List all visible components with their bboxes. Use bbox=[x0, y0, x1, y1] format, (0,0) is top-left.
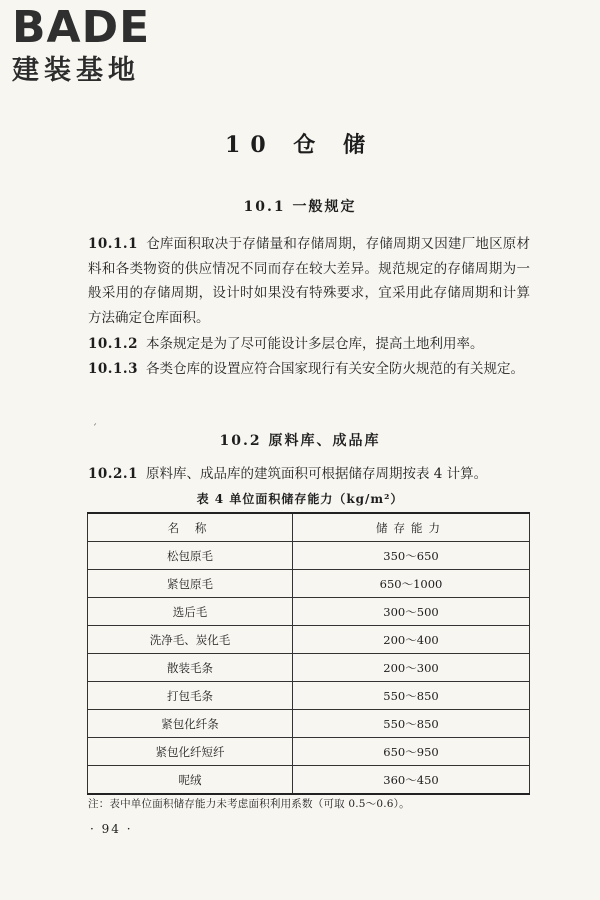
table-caption: 表 4 单位面积储存能力（kg/m²） bbox=[196, 492, 404, 506]
storage-capacity-table bbox=[87, 512, 530, 795]
publisher-logo bbox=[12, 2, 151, 88]
clause-text: 各类仓库的设置应符合国家现行有关安全防火规范的有关规定。 bbox=[145, 361, 524, 377]
page-number: · 94 · bbox=[90, 822, 133, 836]
margin-mark: ˊ bbox=[92, 424, 97, 435]
table-row bbox=[88, 682, 530, 710]
capacity-value: 650～1000 bbox=[293, 570, 530, 598]
table-row bbox=[88, 598, 530, 626]
capacity-value: 360～450 bbox=[293, 766, 530, 795]
clause-number: 10.1.1 bbox=[88, 236, 138, 252]
logo-wordmark: BADE bbox=[12, 2, 151, 53]
material-name: 散装毛条 bbox=[88, 654, 293, 682]
clause-text: 本条规定是为了尽可能设计多层仓库，提高土地利用率。 bbox=[145, 336, 484, 352]
table-row bbox=[88, 738, 530, 766]
table-row bbox=[88, 710, 530, 738]
clause-10-2-1 bbox=[88, 462, 530, 487]
table-row bbox=[88, 542, 530, 570]
capacity-value: 200～300 bbox=[293, 654, 530, 682]
material-name: 洗净毛、炭化毛 bbox=[88, 626, 293, 654]
capacity-value: 200～400 bbox=[293, 626, 530, 654]
clause-number: 10.2.1 bbox=[88, 466, 138, 482]
clause-text: 原料库、成品库的建筑面积可根据储存周期按表 4 计算。 bbox=[145, 466, 488, 482]
clause-10-1-2 bbox=[88, 332, 530, 357]
table-row bbox=[88, 570, 530, 598]
material-name: 选后毛 bbox=[88, 598, 293, 626]
clause-number: 10.1.3 bbox=[88, 361, 138, 377]
table-row bbox=[88, 654, 530, 682]
material-name: 紧包化纤短纤 bbox=[88, 738, 293, 766]
capacity-value: 550～850 bbox=[293, 682, 530, 710]
header-name: 名 称 bbox=[88, 513, 293, 542]
capacity-value: 350～650 bbox=[293, 542, 530, 570]
section-title-10-2: 10.2 原料库、成品库 bbox=[219, 433, 381, 449]
capacity-value: 550～850 bbox=[293, 710, 530, 738]
capacity-value: 300～500 bbox=[293, 598, 530, 626]
clause-text: 仓库面积取决于存储量和存储周期，存储周期又因建厂地区原材料和各类物资的供应情况不同而存在较大差异。规范规定的存储周期为一般采用的存储周期，设计时如果没有特殊要求，宜采用此存储周期和计算方法确定仓库面积。 bbox=[88, 236, 530, 326]
table-row bbox=[88, 766, 530, 795]
table-row bbox=[88, 626, 530, 654]
logo-subtitle: 建装基地 bbox=[12, 55, 140, 86]
material-name: 呢绒 bbox=[88, 766, 293, 795]
section-title-10-1: 10.1 一般规定 bbox=[243, 199, 357, 215]
capacity-value: 650～950 bbox=[293, 738, 530, 766]
material-name: 紧包化纤条 bbox=[88, 710, 293, 738]
table-header-row bbox=[88, 513, 530, 542]
table-note: 注：表中单位面积储存能力未考虑面积利用系数（可取 0.5～0.6）。 bbox=[88, 798, 410, 810]
header-capacity: 储存能力 bbox=[293, 513, 530, 542]
chapter-title: 10 仓 储 bbox=[225, 132, 375, 158]
material-name: 松包原毛 bbox=[88, 542, 293, 570]
material-name: 紧包原毛 bbox=[88, 570, 293, 598]
clause-10-1-1 bbox=[88, 232, 530, 330]
clause-10-1-3 bbox=[88, 357, 530, 382]
clause-number: 10.1.2 bbox=[88, 336, 138, 352]
material-name: 打包毛条 bbox=[88, 682, 293, 710]
